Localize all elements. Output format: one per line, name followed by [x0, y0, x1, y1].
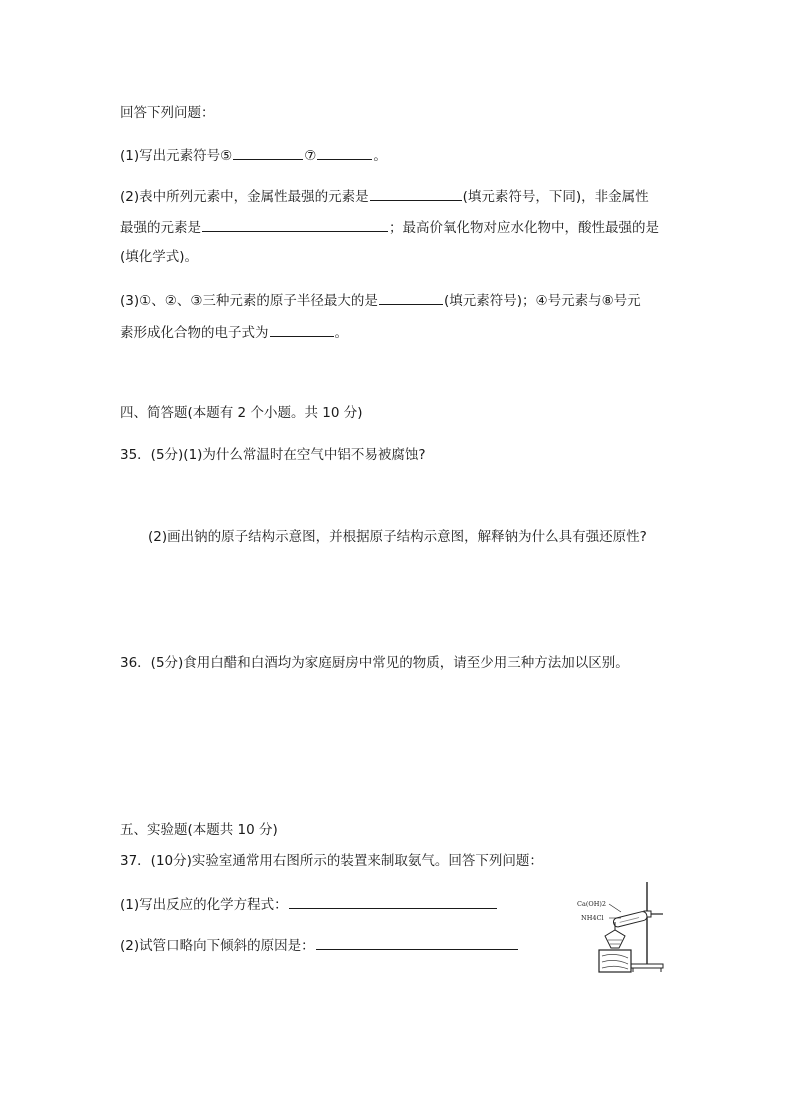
answer-blank-7[interactable] [317, 145, 372, 160]
answer-blank-nonmetal[interactable] [202, 217, 388, 232]
section-4-heading: 四、简答题(本题有 2 个小题。共 10 分) [120, 405, 363, 421]
answer-blank-equation[interactable] [289, 894, 497, 909]
answer-blank-metal[interactable] [370, 186, 462, 201]
question-35-1: 35．(5分)(1)为什么常温时在空气中铝不易被腐蚀? [120, 447, 426, 463]
question-37-2: (2)试管口略向下倾斜的原因是： [120, 935, 519, 955]
question-37: 37．(10分)实验室通常用右图所示的装置来制取氨气。回答下列问题： [120, 853, 543, 869]
question-36: 36．(5分)食用白醋和白酒均为家庭厨房中常见的物质，请至少用三种方法加以区别。 [120, 655, 629, 671]
answer-blank-electron-formula[interactable] [270, 322, 334, 337]
answer-blank-radius[interactable] [379, 290, 443, 305]
answer-blank-5[interactable] [233, 145, 303, 160]
q34-intro: 回答下列问题： [120, 105, 215, 121]
q34-part1: (1)写出元素符号⑤ ⑦ 。 [120, 145, 387, 165]
apparatus-drawing [575, 878, 680, 976]
q34-part2-line3: (填化学式)。 [120, 249, 199, 265]
answer-blank-reason[interactable] [316, 935, 518, 950]
q34-part2-line1: (2)表中所列元素中，金属性最强的元素是 (填元素符号，下同)，非金属性 [120, 186, 649, 206]
caoh2-label: Ca(OH)2 [577, 900, 607, 908]
q34-part2-line2: 最强的元素是 ；最高价氧化物对应水化物中，酸性最强的是 [120, 217, 659, 237]
question-37-1: (1)写出反应的化学方程式： [120, 894, 498, 914]
q34-part3-line2: 素形成化合物的电子式为 。 [120, 322, 348, 342]
question-35-2: (2)画出钠的原子结构示意图，并根据原子结构示意图，解释钠为什么具有强还原性? [148, 529, 647, 545]
ammonia-apparatus-figure [575, 878, 680, 976]
section-5-heading: 五、实验题(本题共 10 分) [120, 822, 278, 838]
nh4cl-label: NH4Cl [581, 914, 604, 922]
q34-part3-line1: (3)①、②、③三种元素的原子半径最大的是 (填元素符号)；④号元素与⑧号元 [120, 290, 641, 310]
